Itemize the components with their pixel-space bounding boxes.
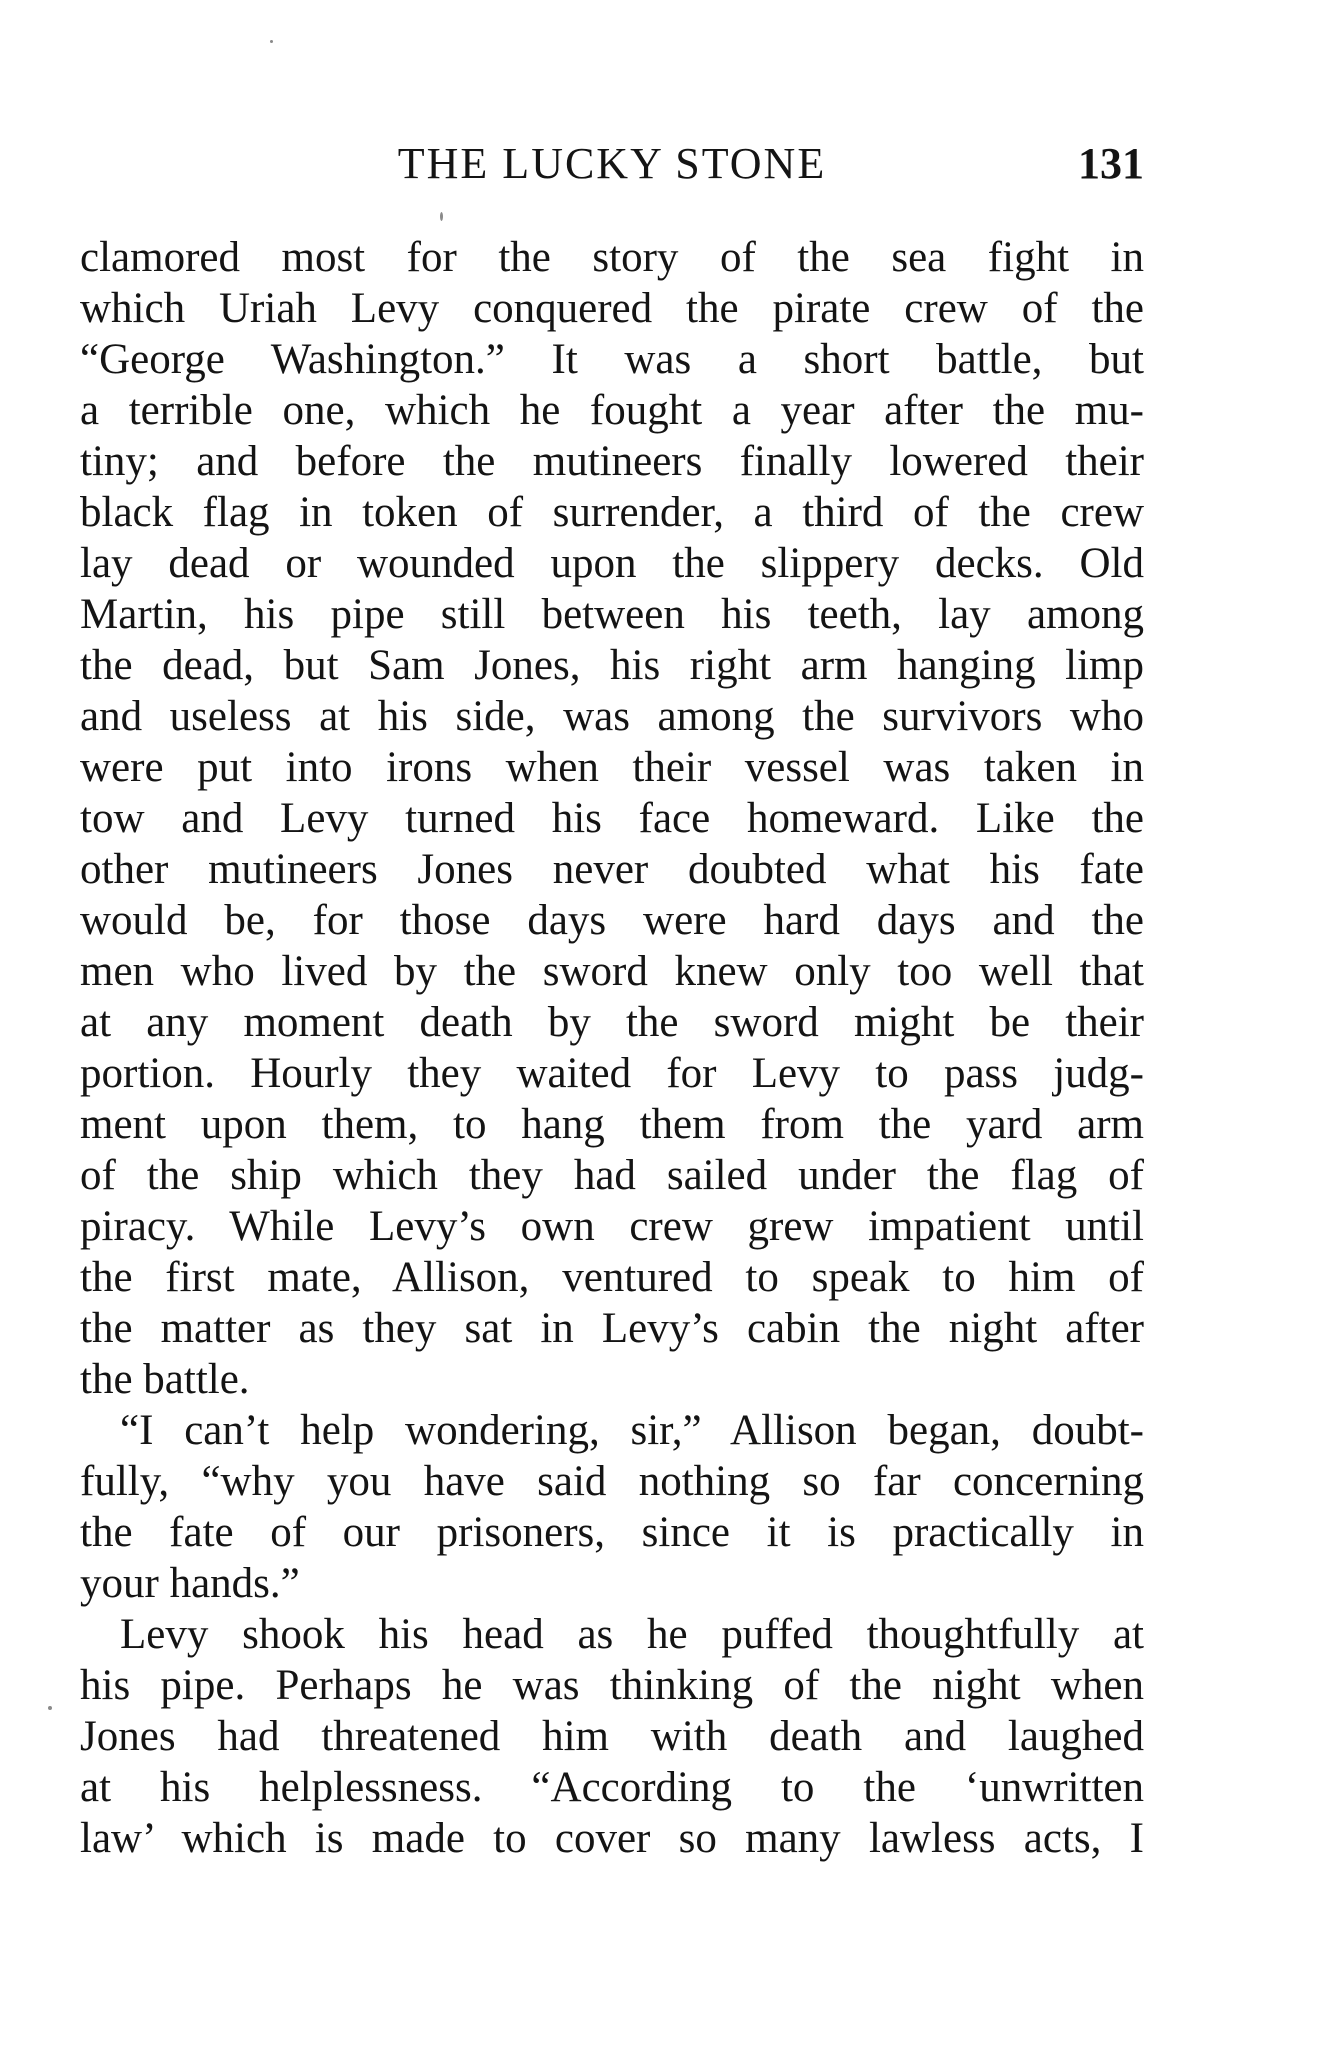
text-line: at his helplessness. “According to the ‘unwritten [80, 1764, 1144, 1811]
text-line: Jones had threatened him with death and laughed [80, 1713, 1144, 1760]
text-line: his pipe. Perhaps he was thinking of the night when [80, 1662, 1144, 1709]
body-text [80, 232, 1144, 1864]
text-line: piracy. While Levy’s own crew grew impatient until [80, 1203, 1144, 1250]
text-line: which Uriah Levy conquered the pirate crew of the [80, 285, 1144, 332]
running-title: THE LUCKY STONE [397, 139, 827, 188]
running-head [80, 136, 1144, 192]
text-line: portion. Hourly they waited for Levy to pass judg- [80, 1050, 1144, 1097]
text-line: were put into irons when their vessel was taken in [80, 744, 1144, 791]
paragraph-end-line: your hands.” [80, 1560, 300, 1607]
text-line: the matter as they sat in Levy’s cabin the night after [80, 1305, 1144, 1352]
scan-speck [440, 212, 443, 221]
scan-speck [270, 40, 273, 43]
text-line: would be, for those days were hard days and the [80, 897, 1144, 944]
text-line: the fate of our prisoners, since it is practically in [80, 1509, 1144, 1556]
scan-speck [48, 1706, 52, 1710]
text-line: tow and Levy turned his face homeward. Like the [80, 795, 1144, 842]
text-line: men who lived by the sword knew only too well that [80, 948, 1144, 995]
text-line: fully, “why you have said nothing so far concerning [80, 1458, 1144, 1505]
text-line: clamored most for the story of the sea fight in [80, 234, 1144, 281]
text-line: of the ship which they had sailed under the flag of [80, 1152, 1144, 1199]
page-number: 131 [1078, 139, 1144, 188]
text-line: tiny; and before the mutineers finally lowered their [80, 438, 1144, 485]
text-line: the dead, but Sam Jones, his right arm hanging limp [80, 642, 1144, 689]
text-line: a terrible one, which he fought a year after the mu- [80, 387, 1144, 434]
text-line: “George Washington.” It was a short battle, but [80, 336, 1144, 383]
text-line: law’ which is made to cover so many lawless acts, I [80, 1815, 1144, 1862]
paragraph-start-line: Levy shook his head as he puffed thoughtfully at [120, 1611, 1144, 1658]
text-line: the first mate, Allison, ventured to speak to him of [80, 1254, 1144, 1301]
text-line: and useless at his side, was among the survivors who [80, 693, 1144, 740]
text-line: ment upon them, to hang them from the yard arm [80, 1101, 1144, 1148]
paragraph-start-line: “I can’t help wondering, sir,” Allison began, doubt- [120, 1407, 1144, 1454]
text-line: at any moment death by the sword might be their [80, 999, 1144, 1046]
text-line: Martin, his pipe still between his teeth, lay among [80, 591, 1144, 638]
text-line: other mutineers Jones never doubted what his fate [80, 846, 1144, 893]
paragraph-end-line: the battle. [80, 1356, 250, 1403]
text-line: black flag in token of surrender, a third of the crew [80, 489, 1144, 536]
text-line: lay dead or wounded upon the slippery decks. Old [80, 540, 1144, 587]
